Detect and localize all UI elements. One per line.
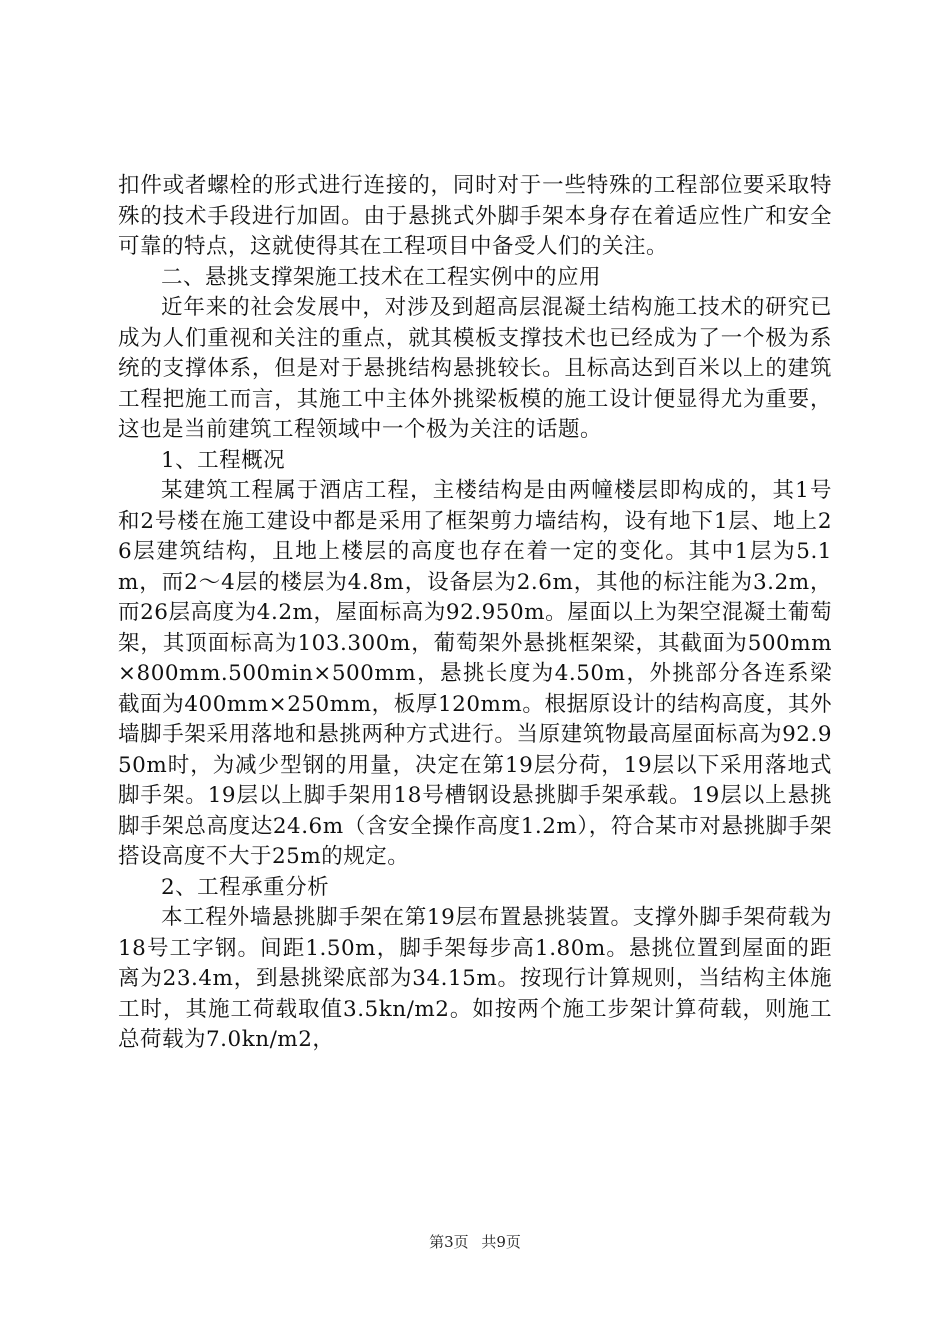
- page-footer: [0, 1232, 950, 1252]
- paragraph-overview: 某建筑工程属于酒店工程，主楼结构是由两幢楼层即构成的，其1号和2号楼在施工建设中都是采用了框架剪力墙结构，设有地下1层、地上26层建筑结构，且地上楼层的高度也存在着一定的变化。其中1层为5.1m，而2～4层的楼层为4.8m，设备层为2.6m，其他的标注能为3.2m，而26层高度为4.2m，屋面标高为92.950m。屋面以上为架空混凝土葡萄架，其顶面标高为103.300m，葡萄架外悬挑框架梁，其截面为500mm×800mm.500min×500mm，悬挑长度为4.50m，外挑部分各连系梁截面为400mm×250mm，板厚120mm。根据原设计的结构高度，其外墙脚手架采用落地和悬挑两种方式进行。当原建筑物最高屋面标高为92.950m时，为减少型钢的用量，决定在第19层分荷，19层以下采用落地式脚手架。19层以上脚手架用18号槽钢设悬挑脚手架承载。19层以上悬挑脚手架总高度达24.6m（含安全操作高度1.2m），符合某市对悬挑脚手架搭设高度不大于25m的规定。: [118, 478, 832, 869]
- paragraph-load-analysis: 本工程外墙悬挑脚手架在第19层布置悬挑装置。支撑外脚手架荷载为18号工字钢。间距1.50m，脚手架每步高1.80m。悬挑位置到屋面的距离为23.4m，到悬挑梁底部为34.15m。按现行计算规则，当结构主体施工时，其施工荷载取值3.5kn/m2。如按两个施工步架计算荷载，则施工总荷载为7.0kn/m2，: [118, 905, 832, 1052]
- page-total: 共9页: [481, 1233, 521, 1251]
- page-number: 第3页: [429, 1233, 469, 1251]
- paragraph-intro: 近年来的社会发展中，对涉及到超高层混凝土结构施工技术的研究已成为人们重视和关注的重点，就其模板支撑技术也已经成为了一个极为系统的支撑体系，但是对于悬挑结构悬挑较长。且标高达到百米以上的建筑工程把施工而言，其施工中主体外挑梁板模的施工设计便显得尤为重要，这也是当前建筑工程领域中一个极为关注的话题。: [118, 295, 832, 442]
- paragraph-continuation: 扣件或者螺栓的形式进行连接的，同时对于一些特殊的工程部位要采取特殊的技术手段进行加固。由于悬挑式外脚手架本身存在着适应性广和安全可靠的特点，这就使得其在工程项目中备受人们的关注。: [118, 173, 832, 259]
- subsection-heading-load-analysis: 2、工程承重分析: [161, 874, 330, 900]
- subsection-heading-overview: 1、工程概况: [161, 447, 286, 473]
- document-body: [118, 171, 832, 1056]
- section-heading-2: 二、悬挑支撑架施工技术在工程实例中的应用: [161, 264, 602, 290]
